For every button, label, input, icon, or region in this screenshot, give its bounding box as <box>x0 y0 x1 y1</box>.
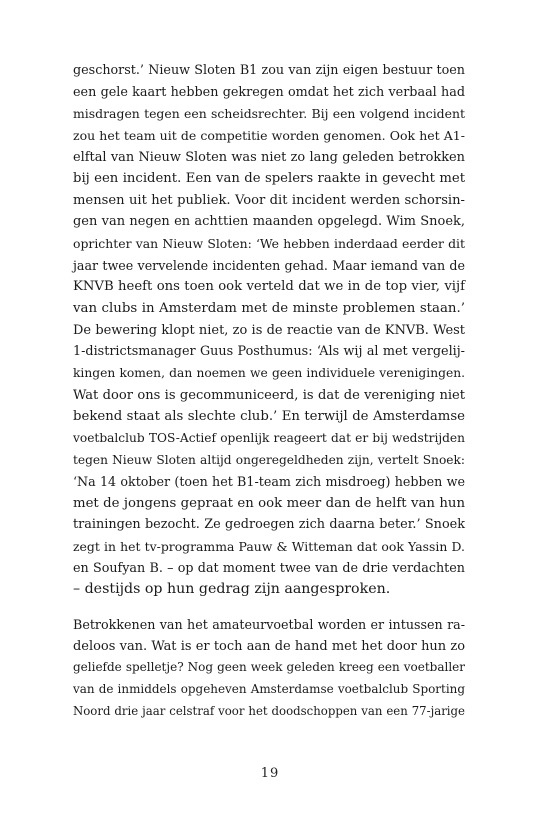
text-line: trainingen bezocht. Ze gedroegen zich daarna beter.’ Snoek <box>73 517 465 533</box>
text-line: Betrokkenen van het amateurvoetbal worden er intussen ra- <box>73 617 465 632</box>
text-line: mensen uit het publiek. Voor dit incident werden schorsin- <box>73 192 465 208</box>
text-line: geliefde spelletje? Nog geen week geleden kreeg een voetballer <box>73 660 465 675</box>
text-line: Noord drie jaar celstraf voor het doodschoppen van een 77-jarige <box>73 703 465 718</box>
text-line: tegen Nieuw Sloten altijd ongeregeldheden zijn, vertelt Snoek: <box>73 452 465 467</box>
text-line: met de jongens gepraat en ook meer dan de helft van hun <box>73 495 465 511</box>
text-line: elftal van Nieuw Sloten was niet zo lang geleden betrokken <box>73 149 465 165</box>
text-line: een gele kaart hebben gekregen omdat het zich verbaal had <box>73 84 465 100</box>
text-line: 1-districtsmanager Guus Posthumus: ‘Als wij al met vergelij- <box>73 344 465 360</box>
text-line: gen van negen en achttien maanden opgelegd. Wim Snoek, <box>73 214 465 230</box>
paragraph-2 <box>73 614 465 722</box>
text-line: KNVB heeft ons toen ook verteld dat we in de top vier, vijf <box>73 279 465 295</box>
text-line: oprichter van Nieuw Sloten: ‘We hebben inderdaad eerder dit <box>73 236 465 252</box>
text-line: ‘Na 14 oktober (toen het B1-team zich misdroeg) hebben we <box>73 474 465 490</box>
text-line: van clubs in Amsterdam met de minste problemen staan.’ <box>73 301 465 317</box>
text-line: voetbalclub TOS-Actief openlijk reageert dat er bij wedstrijden <box>73 430 465 445</box>
text-line: bekend staat als slechte club.’ En terwijl de Amsterdamse <box>73 409 465 425</box>
text-line: – destijds op hun gedrag zijn aangesproken. <box>73 581 391 598</box>
text-line: bij een incident. Een van de spelers raakte in gevecht met <box>73 171 465 187</box>
text-line: van de inmiddels opgeheven Amsterdamse voetbalclub Sporting <box>73 681 465 696</box>
text-line: Wat door ons is gecommuniceerd, is dat de vereniging niet <box>73 387 465 403</box>
text-line: zegt in het tv-programma Pauw & Witteman dat ook Yassin D. <box>73 539 465 555</box>
text-line: misdragen tegen een scheidsrechter. Bij een volgend incident <box>73 106 465 122</box>
text-line: deloos van. Wat is er toch aan de hand met het door hun zo <box>73 638 465 654</box>
text-line: en Soufyan B. – op dat moment twee van de drie verdachten <box>73 560 465 576</box>
text-line: geschorst.’ Nieuw Sloten B1 zou van zijn eigen bestuur toen <box>73 63 465 78</box>
text-line: kingen komen, dan noemen we geen individuele verenigingen. <box>73 365 465 380</box>
paragraph-1 <box>73 60 465 601</box>
text-line: jaar twee vervelende incidenten gehad. Maar iemand van de <box>73 257 465 273</box>
text-line: De bewering klopt niet, zo is de reactie van de KNVB. West <box>73 322 465 338</box>
text-line: zou het team uit de competitie worden genomen. Ook het A1- <box>73 127 465 143</box>
page-number: 19 <box>260 766 280 781</box>
